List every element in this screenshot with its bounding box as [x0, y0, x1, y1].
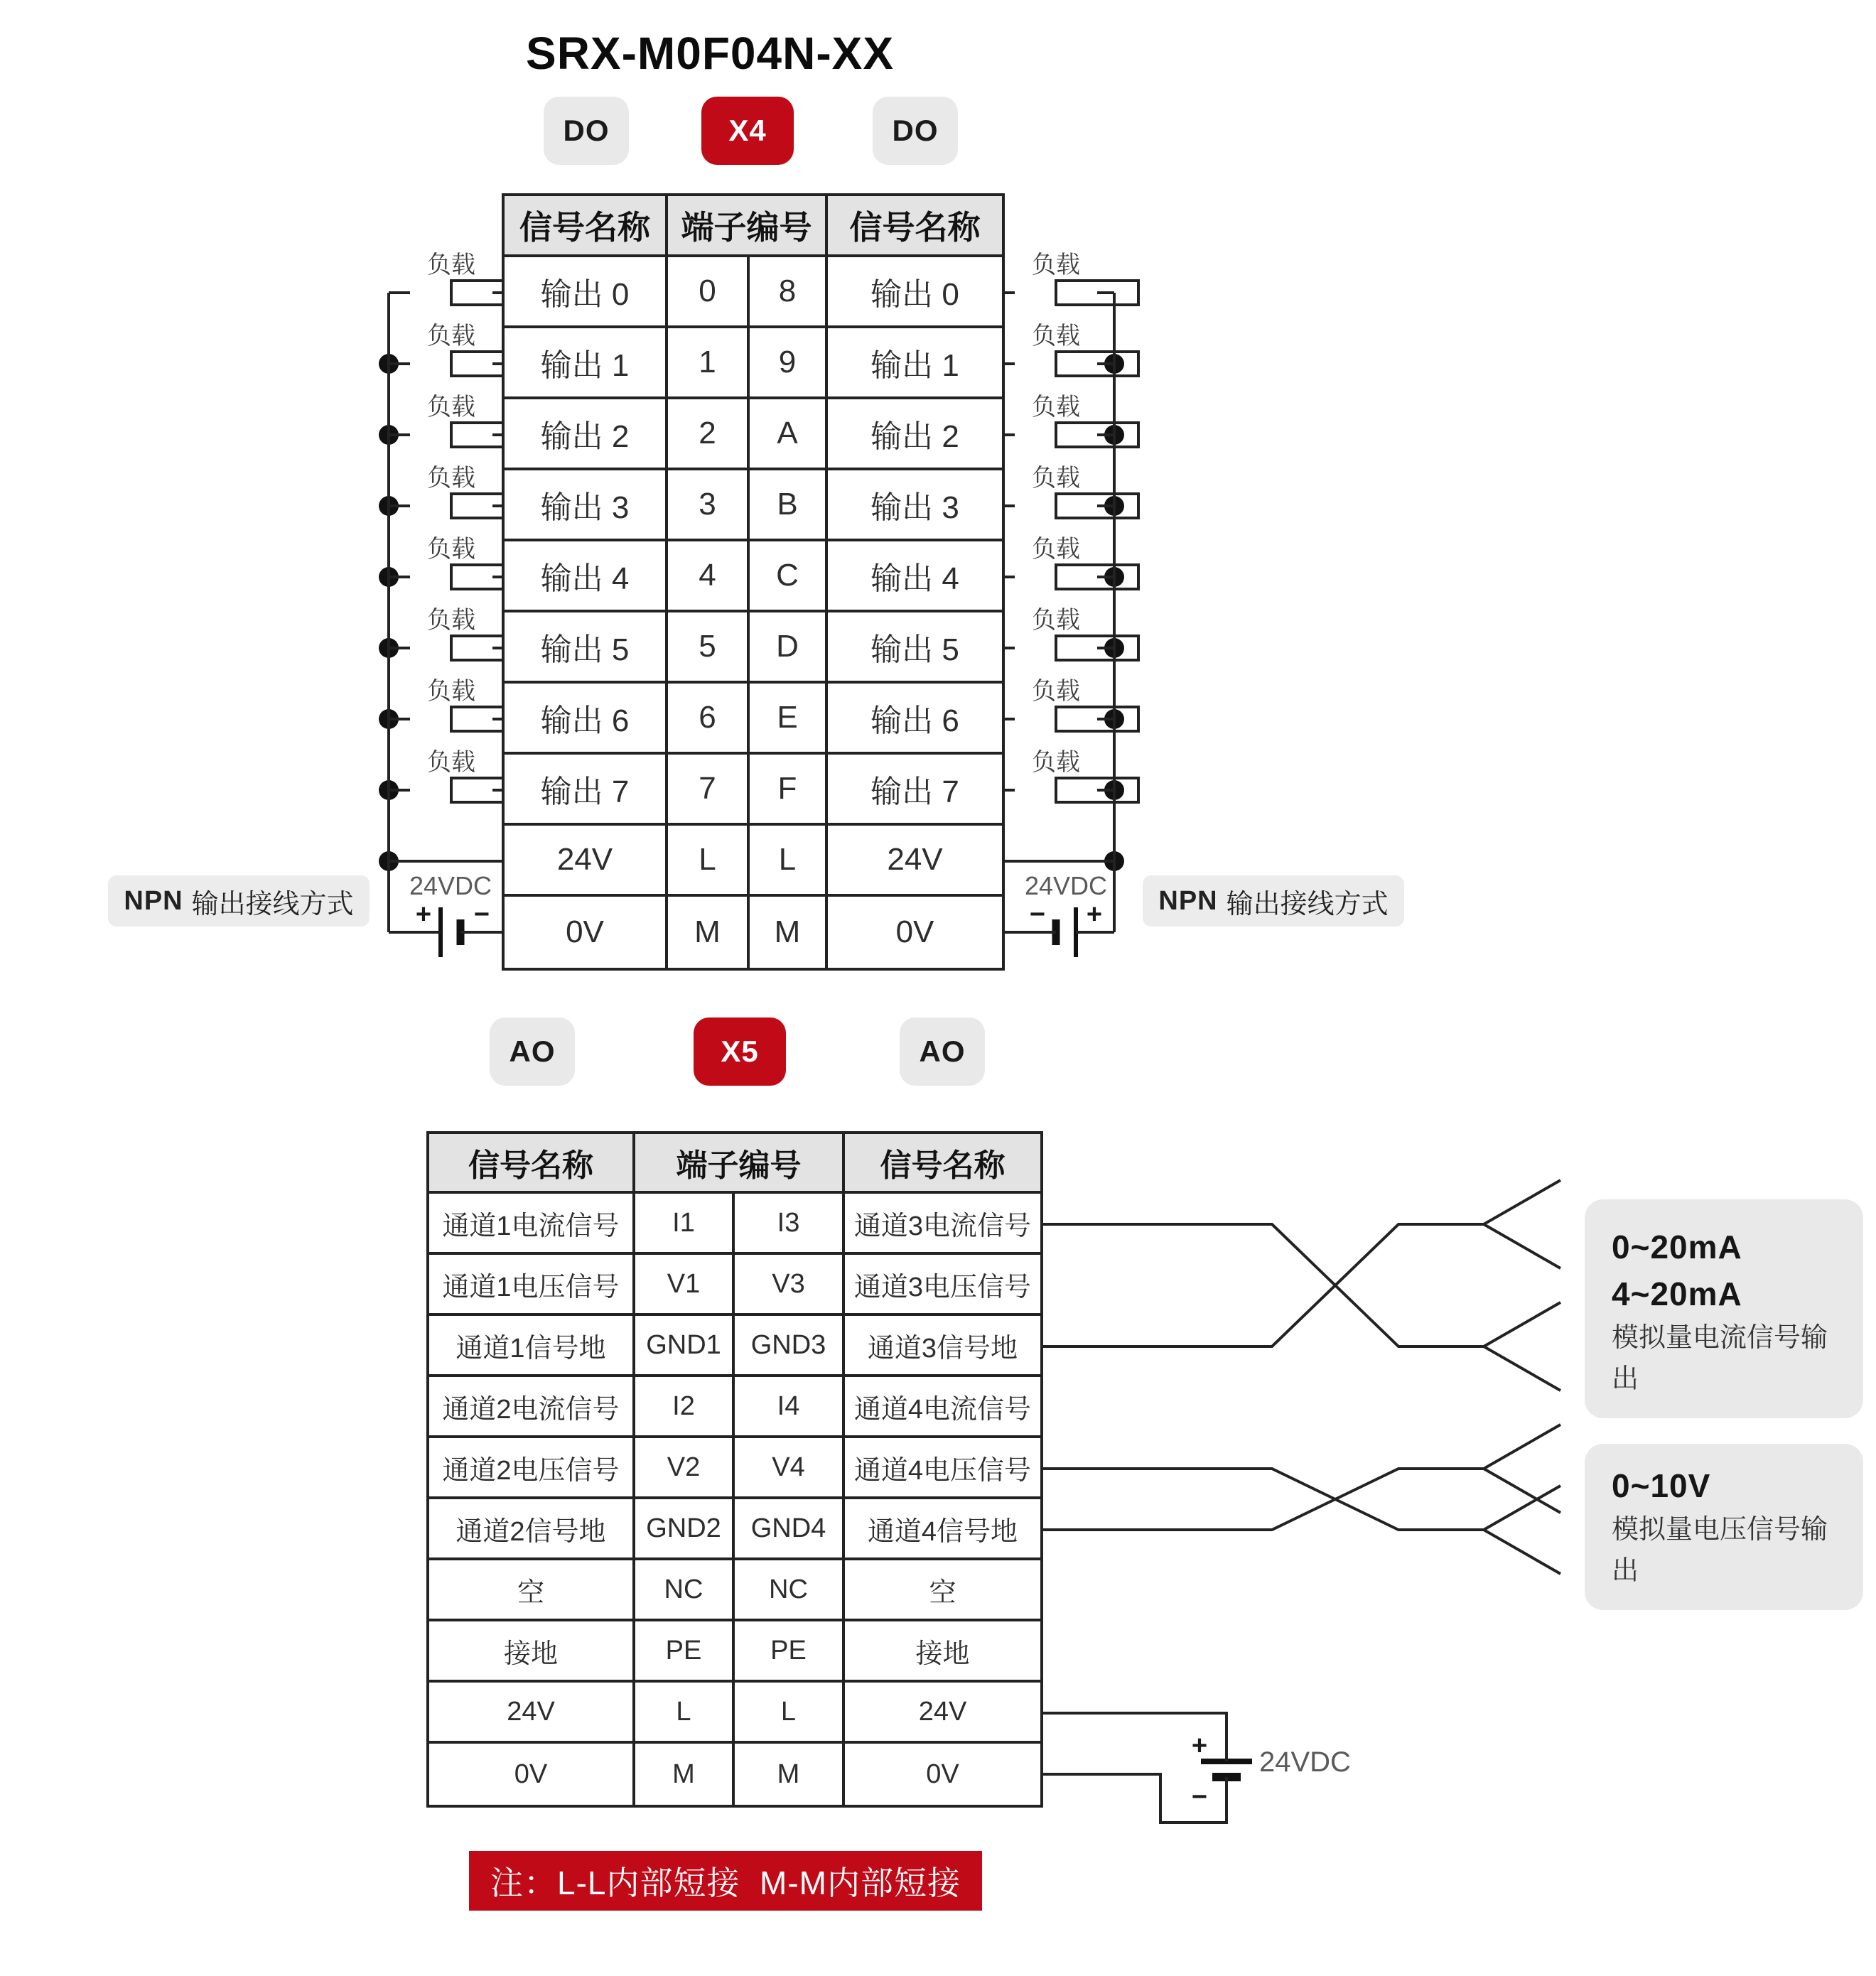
load-label: 负载 — [1032, 536, 1080, 563]
table-cell: M — [735, 1744, 845, 1805]
do-header-signal-left: 信号名称 — [505, 196, 668, 257]
table-cell: 接地 — [429, 1621, 635, 1683]
table-cell: 输出 6 — [828, 684, 1002, 755]
table-cell: 输出 2 — [828, 399, 1002, 470]
table-cell: F — [750, 755, 828, 826]
table-cell: 0V — [429, 1744, 635, 1805]
table-cell: B — [750, 470, 828, 541]
minus-sign-right: − — [1029, 900, 1046, 929]
table-cell: L — [635, 1683, 735, 1744]
table-cell: NC — [735, 1560, 845, 1621]
battery-label-bottom: 24VDC — [1259, 1746, 1351, 1778]
do-terminal-table — [502, 193, 1005, 971]
table-cell: 输出 5 — [505, 612, 668, 684]
table-cell: 输出 6 — [505, 684, 668, 755]
table-cell: 通道4信号地 — [845, 1499, 1040, 1560]
table-cell: 输出 4 — [505, 541, 668, 612]
voltage-output-annotation — [1585, 1444, 1863, 1610]
load-label: 负载 — [1032, 323, 1080, 350]
table-cell: L — [668, 826, 750, 897]
table-cell: E — [750, 684, 828, 755]
plus-sign-right: + — [1086, 900, 1103, 929]
npn-wiring-label-right — [1143, 875, 1404, 927]
load-label: 负载 — [427, 394, 475, 421]
table-cell: I4 — [735, 1377, 845, 1438]
table-cell: M — [668, 897, 750, 968]
table-cell: M — [750, 897, 828, 968]
table-cell: 0V — [845, 1744, 1040, 1805]
table-cell: 空 — [845, 1560, 1040, 1621]
table-cell: V3 — [735, 1255, 845, 1316]
npn-bold: NPN — [1158, 885, 1218, 916]
minus-sign-left: − — [473, 900, 490, 929]
load-label: 负载 — [427, 678, 475, 705]
load-label: 负载 — [1032, 252, 1080, 279]
ao-terminal-table — [426, 1131, 1043, 1808]
table-cell: L — [750, 826, 828, 897]
badge-ao-left: AO — [490, 1017, 575, 1086]
table-cell: 通道1电流信号 — [429, 1194, 635, 1255]
table-cell: 通道1电压信号 — [429, 1255, 635, 1316]
table-cell: V1 — [635, 1255, 735, 1316]
table-cell: 6 — [668, 684, 750, 755]
table-cell: 空 — [429, 1560, 635, 1621]
npn-wiring-label-left — [108, 875, 370, 927]
table-cell: C — [750, 541, 828, 612]
table-cell: 输出 2 — [505, 399, 668, 470]
table-cell: 0 — [668, 257, 750, 328]
load-label: 负载 — [1032, 465, 1080, 492]
table-cell: NC — [635, 1560, 735, 1621]
table-cell: 通道3电压信号 — [845, 1255, 1040, 1316]
table-cell: 输出 0 — [505, 257, 668, 328]
table-cell: GND1 — [635, 1316, 735, 1377]
page-title: SRX-M0F04N-XX — [526, 28, 894, 79]
table-cell: 接地 — [845, 1621, 1040, 1683]
table-cell: 24V — [505, 826, 668, 897]
table-cell: 1 — [668, 328, 750, 399]
table-cell: 通道3信号地 — [845, 1316, 1040, 1377]
internal-short-note: 注：L-L内部短接 M-M内部短接 — [469, 1851, 982, 1911]
table-cell: 输出 3 — [505, 470, 668, 541]
npn-bold: NPN — [124, 885, 183, 916]
table-cell: PE — [635, 1621, 735, 1683]
table-cell: 3 — [668, 470, 750, 541]
table-cell: 输出 0 — [828, 257, 1002, 328]
npn-text: 输出接线方式 — [191, 889, 354, 919]
current-output-annotation — [1585, 1199, 1863, 1418]
table-cell: 24V — [828, 826, 1002, 897]
table-cell: 5 — [668, 612, 750, 684]
table-cell: 0V — [505, 897, 668, 968]
load-label: 负载 — [427, 536, 475, 563]
npn-text: 输出接线方式 — [1226, 889, 1389, 919]
load-label: 负载 — [427, 607, 475, 634]
table-cell: GND2 — [635, 1499, 735, 1560]
table-cell: 输出 1 — [828, 328, 1002, 399]
table-cell: V4 — [735, 1438, 845, 1499]
table-cell: 输出 5 — [828, 612, 1002, 684]
ao-header-signal-right: 信号名称 — [845, 1134, 1040, 1194]
table-cell: 0V — [828, 897, 1002, 968]
table-cell: 8 — [750, 257, 828, 328]
table-cell: 通道4电流信号 — [845, 1377, 1040, 1438]
badge-x4-connector: X4 — [701, 97, 794, 165]
table-cell: D — [750, 612, 828, 684]
minus-sign-bottom: − — [1191, 1782, 1208, 1812]
table-cell: 24V — [845, 1683, 1040, 1744]
voltage-caption: 模拟量电压信号输出 — [1612, 1515, 1828, 1586]
do-header-signal-right: 信号名称 — [828, 196, 1002, 257]
table-cell: 通道4电压信号 — [845, 1438, 1040, 1499]
table-cell: 24V — [429, 1683, 635, 1744]
do-header-terminal: 端子编号 — [668, 196, 828, 257]
load-label: 负载 — [1032, 607, 1080, 634]
load-label: 负载 — [1032, 678, 1080, 705]
voltage-range-1: 0~10V — [1612, 1467, 1711, 1504]
table-cell: A — [750, 399, 828, 470]
table-cell: 输出 3 — [828, 470, 1002, 541]
table-cell: 通道3电流信号 — [845, 1194, 1040, 1255]
load-label: 负载 — [1032, 749, 1080, 776]
table-cell: 输出 1 — [505, 328, 668, 399]
table-cell: 7 — [668, 755, 750, 826]
table-cell: GND4 — [735, 1499, 845, 1560]
table-cell: 通道2电压信号 — [429, 1438, 635, 1499]
battery-label-left: 24VDC — [409, 871, 492, 900]
load-label: 负载 — [427, 323, 475, 350]
table-cell: V2 — [635, 1438, 735, 1499]
table-cell: 通道1信号地 — [429, 1316, 635, 1377]
plus-sign-left: + — [415, 900, 432, 929]
current-caption: 模拟量电流信号输出 — [1612, 1323, 1828, 1394]
load-label: 负载 — [427, 749, 475, 776]
table-cell: GND3 — [735, 1316, 845, 1377]
battery-label-right: 24VDC — [1024, 871, 1108, 900]
table-cell: 输出 7 — [828, 755, 1002, 826]
table-cell: 输出 4 — [828, 541, 1002, 612]
badge-ao-right: AO — [900, 1017, 985, 1086]
table-cell: I3 — [735, 1194, 845, 1255]
badge-x5-connector: X5 — [694, 1017, 786, 1086]
table-cell: I1 — [635, 1194, 735, 1255]
table-cell: M — [635, 1744, 735, 1805]
current-range-1: 0~20mA — [1612, 1229, 1742, 1265]
table-cell: PE — [735, 1621, 845, 1683]
badge-do-left: DO — [544, 97, 629, 165]
table-cell: 通道2信号地 — [429, 1499, 635, 1560]
table-cell: 输出 7 — [505, 755, 668, 826]
current-range-2: 4~20mA — [1612, 1275, 1742, 1312]
badge-do-right: DO — [873, 97, 958, 165]
ao-header-terminal: 端子编号 — [635, 1134, 845, 1194]
table-cell: 9 — [750, 328, 828, 399]
ao-header-signal-left: 信号名称 — [429, 1134, 635, 1194]
load-label: 负载 — [1032, 394, 1080, 421]
load-label: 负载 — [427, 252, 475, 279]
table-cell: 通道2电流信号 — [429, 1377, 635, 1438]
table-cell: 4 — [668, 541, 750, 612]
load-label: 负载 — [427, 465, 475, 492]
table-cell: 2 — [668, 399, 750, 470]
table-cell: I2 — [635, 1377, 735, 1438]
table-cell: L — [735, 1683, 845, 1744]
plus-sign-bottom: + — [1191, 1731, 1208, 1761]
